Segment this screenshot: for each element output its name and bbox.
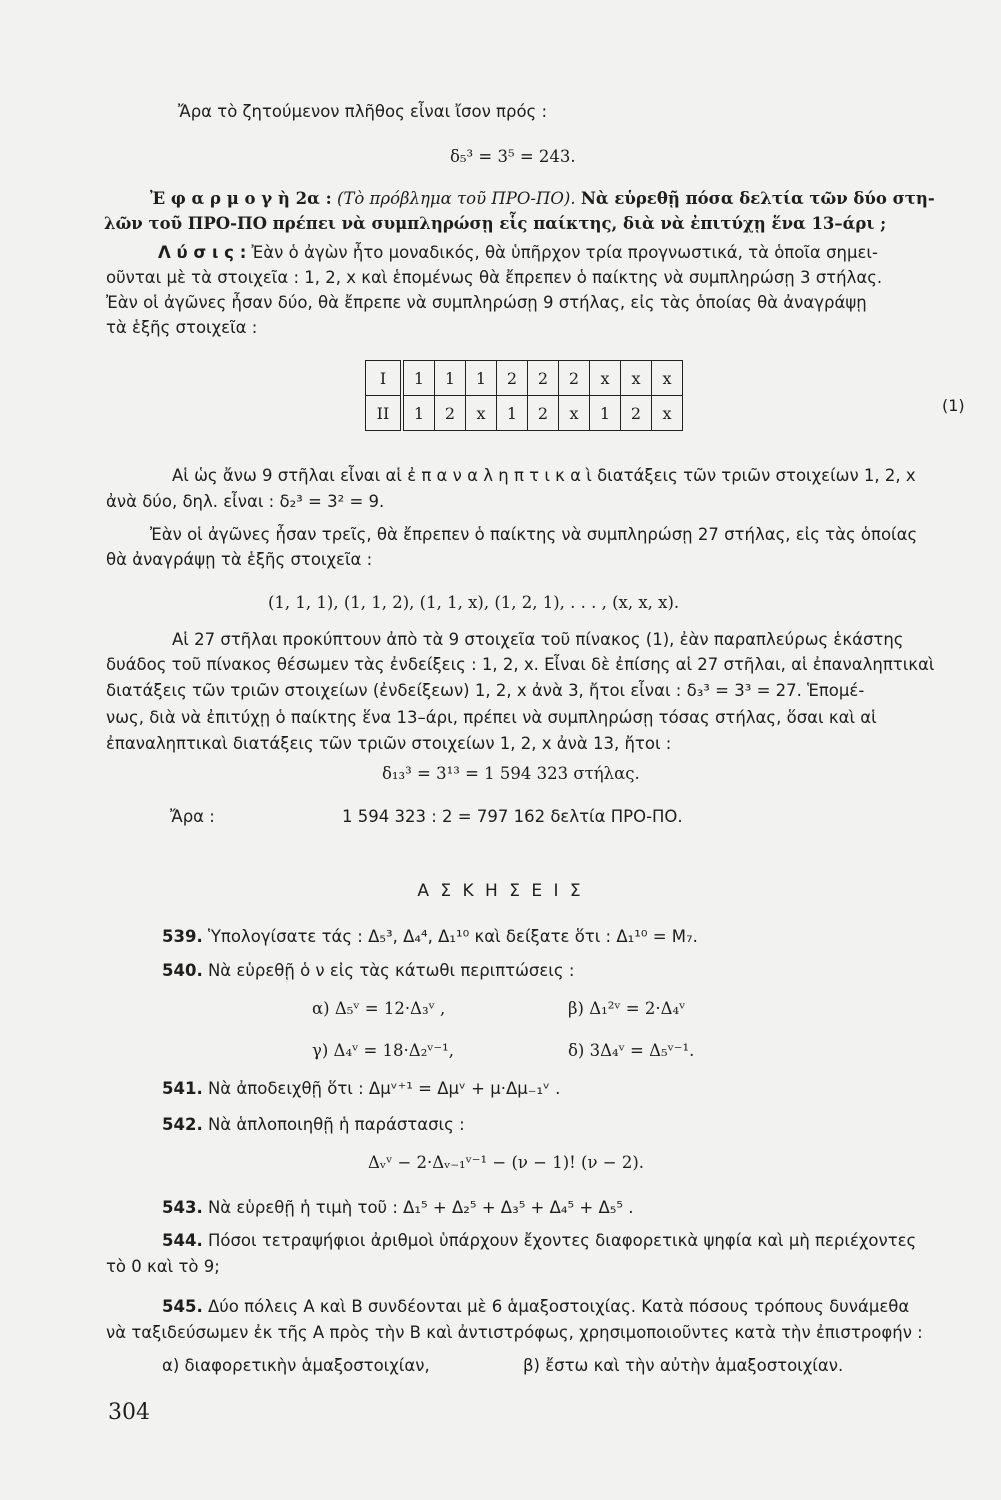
text-line: ἐπαναληπτικαὶ διατάξεις τῶν τριῶν στοιχείων 1, 2, x ἀνὰ 13, ἤτοι :	[106, 734, 672, 753]
subitem: α) Δ₅ᵛ = 12·Δ₃ᵛ ,	[312, 999, 446, 1018]
exercise-number: 542.	[162, 1115, 203, 1134]
exercise-text: Νὰ εὑρεθῇ ἡ τιμὴ τοῦ : Δ₁⁵ + Δ₂⁵ + Δ₃⁵ + Δ₄⁵ + Δ₅⁵ .	[207, 1198, 634, 1217]
exercise-545	[162, 1296, 909, 1318]
combinations-table	[365, 360, 683, 431]
application-question: Νὰ εὑρεθῇ πόσα δελτία τῶν δύο στη-	[580, 189, 935, 208]
exercise-number: 539.	[162, 927, 203, 946]
exercise-number: 545.	[162, 1297, 203, 1316]
tuple-list: (1, 1, 1), (1, 1, 2), (1, 1, x), (1, 2, 1), . . . , (x, x, x).	[268, 593, 680, 612]
formula: δ₁₃³ = 3¹³ = 1 594 323 στήλας.	[382, 764, 640, 783]
table-row	[366, 396, 683, 431]
text-line: Ἐὰν οἱ ἀγῶνες ἦσαν δύο, θὰ ἔπρεπε νὰ συμπληρώσῃ 9 στήλας, εἰς τὰς ὁποίας θὰ ἀναγράψῃ	[106, 293, 867, 312]
text-line: Αἱ 27 στῆλαι προκύπτουν ἀπὸ τὰ 9 στοιχεῖα τοῦ πίνακος (1), ἐὰν παραπλεύρως ἑκάστης	[172, 630, 904, 649]
table-cell: x	[652, 361, 683, 396]
application-heading	[150, 188, 935, 210]
table-cell: x	[652, 396, 683, 431]
text-line: θὰ ἀναγράψῃ τὰ ἑξῆς στοιχεῖα :	[106, 550, 373, 569]
application-label: Ἐ φ α ρ μ ο γ ὴ 2α :	[150, 189, 332, 208]
text-line: Ἐὰν οἱ ἀγῶνες ἦσαν τρεῖς, θὰ ἔπρεπεν ὁ παίκτης νὰ συμπληρώσῃ 27 στήλας, εἰς τὰς ὁποίας	[150, 525, 918, 544]
exercise-text: Νὰ εὑρεθῇ ὁ ν εἰς τὰς κάτωθι περιπτώσεις :	[207, 961, 575, 980]
subitem: δ) 3Δ₄ᵛ = Δ₅ᵛ⁻¹.	[568, 1041, 695, 1060]
equation-number: (1)	[942, 396, 965, 415]
table-cell: 1	[466, 361, 497, 396]
exercise-text: Δύο πόλεις Α καὶ Β συνδέονται μὲ 6 ἁμαξοστοιχίας. Κατὰ πόσους τρόπους δυνάμεθα	[207, 1297, 910, 1316]
text-line: δυάδος τοῦ πίνακος θέσωμεν τὰς ἐνδείξεις : 1, 2, x. Εἶναι δὲ ἐπίσης αἱ 27 στῆλαι, αἱ ἐπαναληπτικαὶ	[106, 655, 935, 674]
exercise-number: 540.	[162, 961, 203, 980]
formula: Δᵥᵛ − 2·Δᵥ₋₁ᵛ⁻¹ − (ν − 1)! (ν − 2).	[368, 1153, 644, 1172]
table-cell: 2	[497, 361, 528, 396]
text-line: νως, διὰ νὰ ἐπιτύχῃ ὁ παίκτης ἕνα 13–άρι, πρέπει νὰ συμπληρώσῃ τόσας στήλας, ὅσαι καὶ αἱ	[106, 708, 877, 727]
solution-start	[158, 242, 878, 264]
table-cell: 2	[435, 396, 466, 431]
table-cell: x	[621, 361, 652, 396]
text-line: οῦνται μὲ τὰ στοιχεῖα : 1, 2, x καὶ ἑπομένως θὰ ἔπρεπεν ὁ παίκτης νὰ συμπληρώσῃ 3 στήλας.	[106, 268, 883, 287]
subitem: α) διαφορετικὴν ἁμαξοστοιχίαν,	[162, 1356, 430, 1375]
row-label: I	[366, 361, 403, 396]
text-line: ἀνὰ δύο, δηλ. εἶναι : δ₂³ = 3² = 9.	[106, 492, 385, 511]
application-title: (Τὸ πρόβλημα τοῦ ΠΡΟ-ΠΟ).	[336, 189, 576, 208]
exercises-title: Α Σ Κ Η Σ Ε Ι Σ	[417, 881, 584, 901]
table-cell: 1	[402, 396, 435, 431]
table-cell: 2	[621, 396, 652, 431]
table-cell: x	[590, 361, 621, 396]
exercise-number: 543.	[162, 1198, 203, 1217]
subitem: β) ἔστω καὶ τὴν αὐτὴν ἁμαξοστοιχίαν.	[523, 1356, 844, 1375]
exercise-text: Νὰ ἀποδειχθῇ ὅτι : Δμᵛ⁺¹ = Δμᵛ + μ·Δμ₋₁ᵛ .	[207, 1079, 561, 1098]
exercise-540	[162, 960, 574, 982]
page-number: 304	[108, 1400, 150, 1425]
exercise-541	[162, 1078, 560, 1100]
text-line: τὸ 0 καὶ τὸ 9;	[106, 1257, 220, 1276]
table-cell: 2	[528, 396, 559, 431]
table-cell: 2	[559, 361, 590, 396]
text-line: 1 594 323 : 2 = 797 162 δελτία ΠΡΟ-ΠΟ.	[342, 807, 683, 826]
exercise-543	[162, 1197, 633, 1219]
exercise-text: Ὑπολογίσατε τάς : Δ₅³, Δ₄⁴, Δ₁¹⁰ καὶ δείξατε ὅτι : Δ₁¹⁰ = Μ₇.	[207, 927, 698, 946]
table-cell: 1	[435, 361, 466, 396]
exercise-544	[162, 1230, 916, 1252]
text-line: Ἄρα :	[170, 807, 215, 826]
text-line: διατάξεις τῶν τριῶν στοιχείων (ἐνδείξεων) 1, 2, x ἀνὰ 3, ἤτοι εἶναι : δ₃³ = 3³ = 27. Ἑπομέ-	[106, 681, 865, 700]
table-cell: 1	[497, 396, 528, 431]
exercise-text: Πόσοι τετραψήφιοι ἀριθμοὶ ὑπάρχουν ἔχοντες διαφορετικὰ ψηφία καὶ μὴ περιέχοντες	[207, 1231, 917, 1250]
text-line: νὰ ταξιδεύσωμεν ἐκ τῆς Α πρὸς τὴν Β καὶ ἀντιστρόφως, χρησιμοποιοῦντες κατὰ τὴν ἐπιστροφήν :	[106, 1323, 923, 1342]
table-cell: x	[466, 396, 497, 431]
table-cell: x	[559, 396, 590, 431]
table-cell: 2	[528, 361, 559, 396]
text-line: Ἄρα τὸ ζητούμενον πλῆθος εἶναι ἴσον πρός :	[178, 102, 548, 121]
exercise-539	[162, 926, 698, 948]
text-line: λῶν τοῦ ΠΡΟ-ΠΟ πρέπει νὰ συμπληρώσῃ εἷς παίκτης, διὰ νὰ ἐπιτύχῃ ἕνα 13–άρι ;	[104, 214, 887, 233]
table-cell: 1	[402, 361, 435, 396]
solution-text: Ἐὰν ὁ ἀγὼν ἦτο μοναδικός, θὰ ὑπῆρχον τρία προγνωστικά, τὰ ὁποῖα σημει-	[251, 243, 878, 262]
table-row	[366, 361, 683, 396]
formula: δ₅³ = 3⁵ = 243.	[450, 147, 576, 166]
table-cell: 1	[590, 396, 621, 431]
subitem: γ) Δ₄ᵛ = 18·Δ₂ᵛ⁻¹,	[312, 1041, 455, 1060]
text-line: τὰ ἑξῆς στοιχεῖα :	[106, 318, 258, 337]
exercise-542	[162, 1114, 465, 1136]
text-line: Αἱ ὡς ἄνω 9 στῆλαι εἶναι αἱ ἐ π α ν α λ η π τ ι κ α ὶ διατάξεις τῶν τριῶν στοιχείων 1, 2, x	[172, 466, 916, 485]
subitem: β) Δ₁²ᵛ = 2·Δ₄ᵛ	[568, 999, 686, 1018]
solution-label: Λ ύ σ ι ς :	[158, 243, 247, 262]
exercise-number: 541.	[162, 1079, 203, 1098]
row-label: II	[366, 396, 403, 431]
exercise-number: 544.	[162, 1231, 203, 1250]
exercise-text: Νὰ ἁπλοποιηθῇ ἡ παράστασις :	[207, 1115, 465, 1134]
